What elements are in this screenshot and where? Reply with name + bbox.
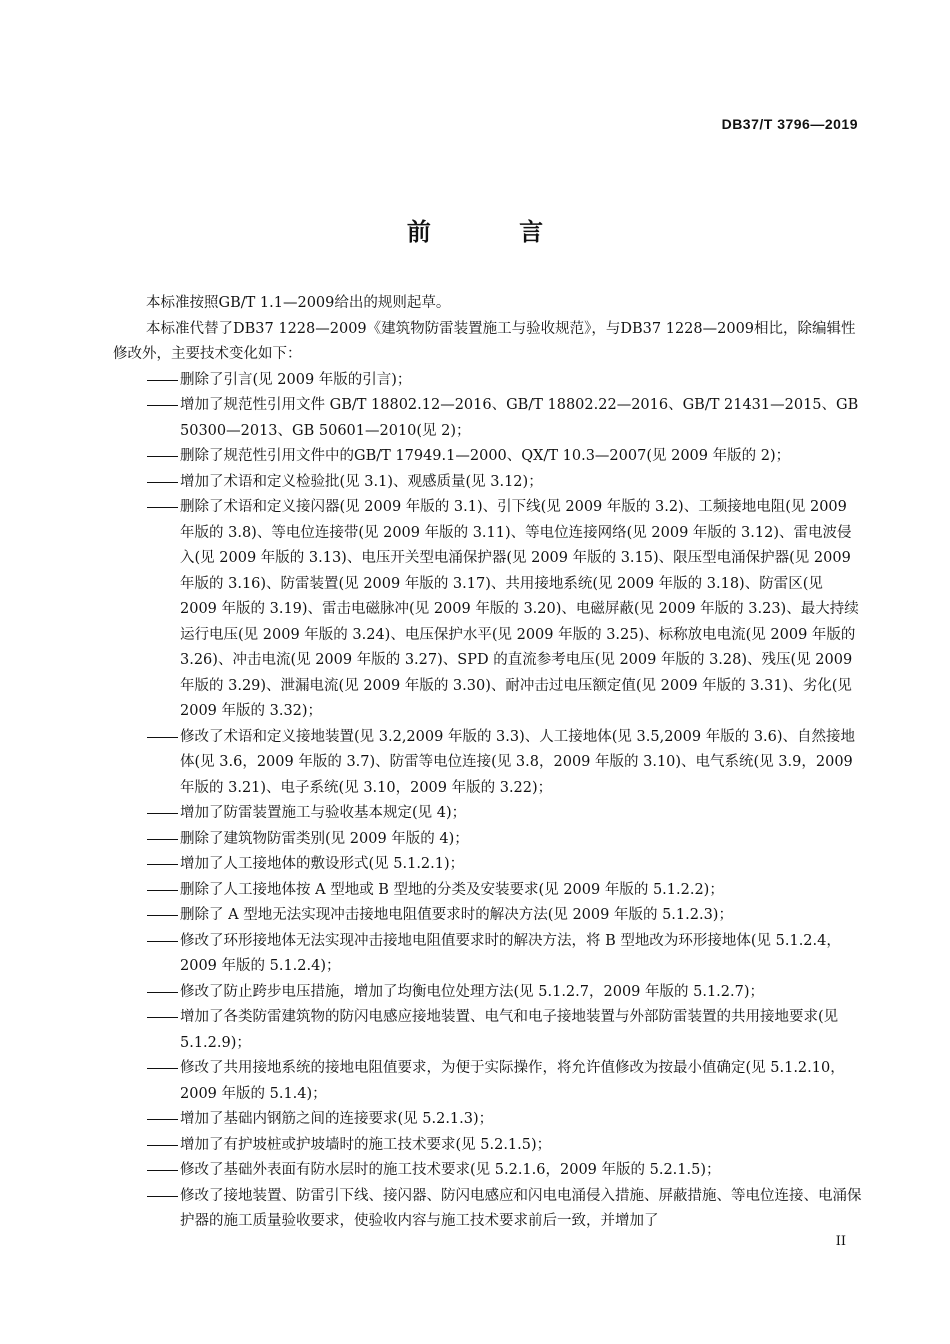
change-text: 增加了规范性引用文件 GB/T 18802.12—2016、GB/T 18802.22—2016、GB/T 21431—2015、GB 50300—2013、GB 50601—2010(见 2)； — [180, 397, 859, 439]
change-item — [113, 980, 863, 1006]
dash-marker — [146, 393, 180, 419]
page-title: 前 言 — [406, 218, 584, 246]
change-item — [113, 495, 863, 725]
change-item — [113, 852, 863, 878]
document-body — [113, 291, 863, 1235]
dash-marker — [146, 878, 180, 904]
dash-marker — [146, 1005, 180, 1031]
change-item — [113, 878, 863, 904]
change-text: 删除了术语和定义接闪器(见 2009 年版的 3.1)、引下线(见 2009 年版的 3.2)、工频接地电阻(见 2009 年版的 3.8)、等电位连接带(见 2009 年版的 3.11)、等电位连接网络(见 2009 年版的 3.12)、雷电波侵入(见 2009 年版的 3.13)、电压开关型电涌保护器(见 2009 年版的 3.15)、限压型电涌保护器(见 2009 年版的 3.16)、防雷装置(见 2009 年版的 3.17)、共用接地系统(见 2009 年版的 3.18)、防雷区(见 2009 年版的 3.19)、雷击电磁脉冲(见 2009 年版的 3.20)、电磁屏蔽(见 2009 年版的 3.23)、最大持续运行电压(见 2009 年版的 3.24)、电压保护水平(见 2009 年版的 3.25)、标称放电电流(见 2009 年版的 3.26)、冲击电流(见 2009 年版的 3.27)、SPD 的直流参考电压(见 2009 年版的 3.28)、残压(见 2009 年版的 3.29)、泄漏电流(见 2009 年版的 3.30)、耐冲击过电压额定值(见 2009 年版的 3.31)、劣化(见 2009 年版的 3.32)； — [180, 499, 859, 719]
dash-marker — [146, 495, 180, 521]
dash-marker — [146, 470, 180, 496]
dash-marker — [146, 980, 180, 1006]
change-text: 增加了防雷装置施工与验收基本规定(见 4)； — [180, 805, 467, 821]
change-item — [113, 444, 863, 470]
dash-marker — [146, 1107, 180, 1133]
change-item — [113, 1056, 863, 1107]
dash-marker — [146, 827, 180, 853]
dash-marker — [146, 444, 180, 470]
change-item — [113, 725, 863, 802]
change-text: 删除了规范性引用文件中的GB/T 17949.1—2000、QX/T 10.3—2007(见 2009 年版的 2)； — [180, 448, 791, 464]
change-item — [113, 368, 863, 394]
change-item — [113, 1133, 863, 1159]
change-item — [113, 801, 863, 827]
change-text: 删除了引言(见 2009 年版的引言)； — [180, 371, 412, 388]
intro-paragraph: 本标准按照GB/T 1.1—2009给出的规则起草。 — [146, 295, 451, 311]
change-item — [113, 827, 863, 853]
change-item — [113, 393, 863, 444]
dash-marker — [146, 725, 180, 751]
change-item — [113, 1158, 863, 1184]
change-text: 删除了建筑物防雷类别(见 2009 年版的 4)； — [180, 830, 469, 847]
change-text: 增加了基础内钢筋之间的连接要求(见 5.2.1.3)； — [180, 1111, 494, 1127]
page-number: II — [835, 1234, 846, 1249]
change-text: 增加了各类防雷建筑物的防闪电感应接地装置、电气和电子接地装置与外部防雷装置的共用接地要求(见 5.1.2.9)； — [180, 1009, 839, 1051]
dash-marker — [146, 1158, 180, 1184]
dash-marker — [146, 368, 180, 394]
change-text: 增加了术语和定义检验批(见 3.1)、观感质量(见 3.12)； — [180, 473, 543, 490]
standard-code: DB37/T 3796—2019 — [721, 116, 858, 132]
dash-marker — [146, 903, 180, 929]
change-text: 删除了人工接地体按 A 型地或 B 型地的分类及安装要求(见 2009 年版的 5.1.2.2)； — [180, 881, 724, 898]
change-text: 修改了防止跨步电压措施，增加了均衡电位处理方法(见 5.1.2.7，2009 年版的 5.1.2.7)； — [180, 983, 764, 1000]
dash-marker — [146, 929, 180, 955]
dash-marker — [146, 801, 180, 827]
change-text: 修改了基础外表面有防水层时的施工技术要求(见 5.2.1.6，2009 年版的 5.2.1.5)； — [180, 1162, 721, 1178]
change-text: 修改了接地装置、防雷引下线、接闪器、防闪电感应和闪电电涌侵入措施、屏蔽措施、等电位连接、电涌保护器的施工质量验收要求，使验收内容与施工技术要求前后一致，并增加了 — [180, 1187, 862, 1229]
change-item — [113, 1184, 863, 1235]
change-item — [113, 470, 863, 496]
change-item — [113, 903, 863, 929]
change-text: 增加了有护坡桩或护坡墙时的施工技术要求(见 5.2.1.5)； — [180, 1136, 552, 1153]
dash-marker — [146, 1184, 180, 1210]
dash-marker — [146, 852, 180, 878]
change-text: 删除了 A 型地无法实现冲击接地电阻值要求时的解决方法(见 2009 年版的 5.1.2.3)； — [180, 907, 733, 923]
change-text: 修改了环形接地体无法实现冲击接地电阻值要求时的解决方法，将 B 型地改为环形接地体(见 5.1.2.4，2009 年版的 5.1.2.4)； — [180, 932, 841, 974]
dash-marker — [146, 1133, 180, 1159]
change-text: 修改了术语和定义接地装置(见 3.2,2009 年版的 3.3)、人工接地体(见 3.5,2009 年版的 3.6)、自然接地体(见 3.6，2009 年版的 3.7)、防雷等电位连接(见 3.8，2009 年版的 3.10)、电气系统(见 3.9，2009 年版的 3.21)、电子系统(见 3.10，2009 年版的 3.22)； — [180, 728, 856, 796]
change-item — [113, 929, 863, 980]
change-item — [113, 1107, 863, 1133]
change-item — [113, 1005, 863, 1056]
dash-marker — [146, 1056, 180, 1082]
change-text: 增加了人工接地体的敷设形式(见 5.1.2.1)； — [180, 856, 465, 872]
change-text: 修改了共用接地系统的接地电阻值要求，为便于实际操作，将允许值修改为按最小值确定(见 5.1.2.10，2009 年版的 5.1.4)； — [180, 1060, 845, 1102]
intro-paragraph: 本标准代替了DB37 1228—2009《建筑物防雷装置施工与验收规范》，与DB37 1228—2009相比，除编辑性修改外，主要技术变化如下： — [113, 320, 856, 362]
